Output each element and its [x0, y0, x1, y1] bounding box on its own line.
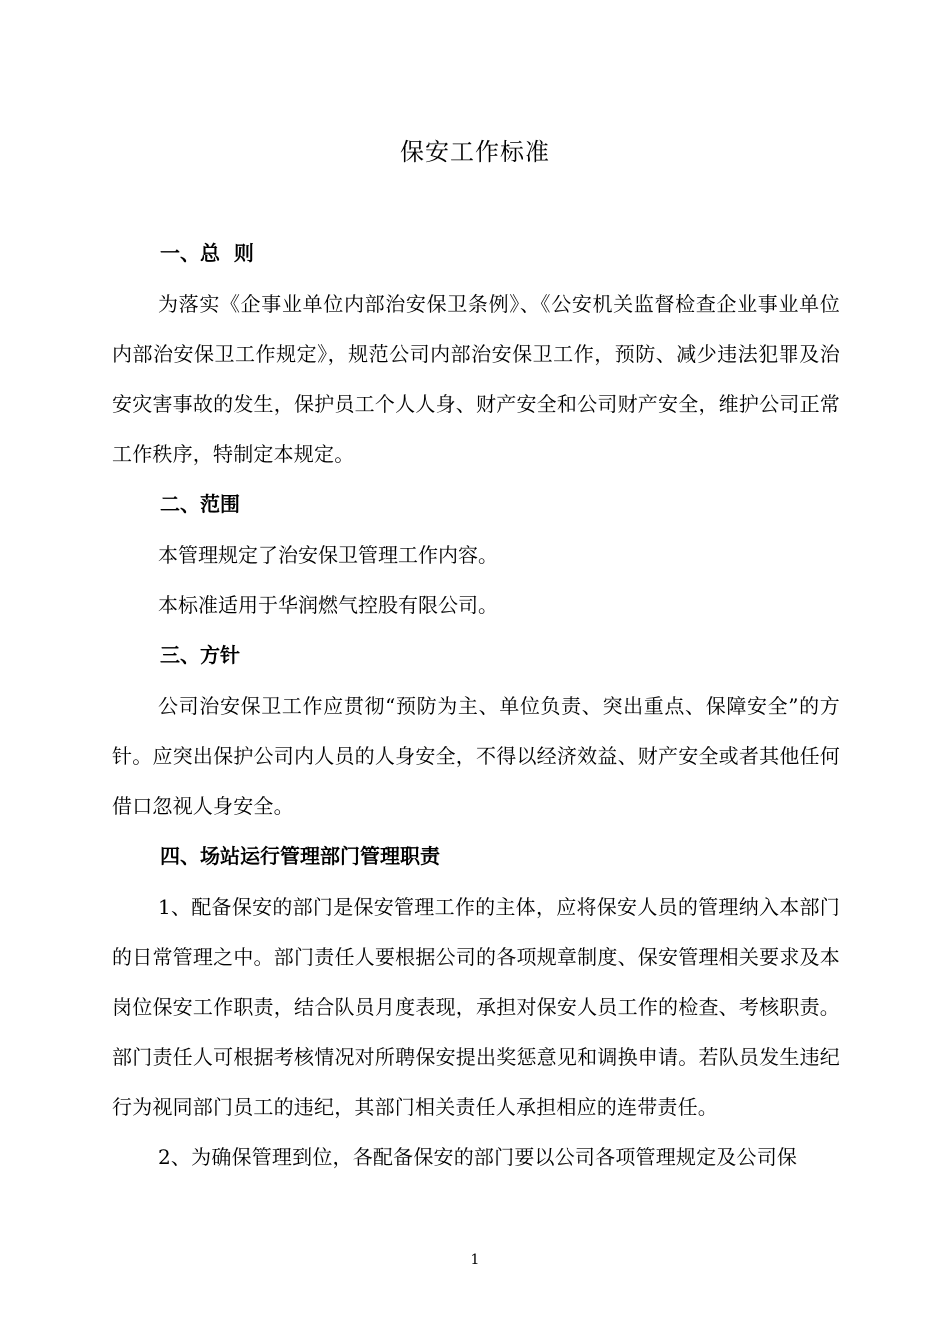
section-heading-duties: 四、场站运行管理部门管理职责	[160, 844, 440, 868]
section-heading-general: 一、总 则	[160, 241, 254, 265]
paragraph-policy: 公司治安保卫工作应贯彻“预防为主、单位负责、突出重点、保障安全”的方针。应突出保护公司内人员的人身安全，不得以经济效益、财产安全或者其他任何借口忽视人身安全。	[112, 694, 840, 818]
section-heading-policy: 三、方针	[160, 643, 240, 667]
section-heading-scope: 二、范围	[160, 492, 240, 516]
document-body	[112, 228, 840, 1182]
page-number: 1	[470, 1252, 480, 1268]
paragraph-general: 为落实《企事业单位内部治安保卫条例》、《公安机关监督检查企业事业单位内部治安保卫工作规定》，规范公司内部治安保卫工作，预防、减少违法犯罪及治安灾害事故的发生，保护员工个人人身、财产安全和公司财产安全，维护公司正常工作秩序，特制定本规定。	[112, 292, 840, 466]
paragraph-duties-item-1: 1、配备保安的部门是保安管理工作的主体，应将保安人员的管理纳入本部门的日常管理之中。部门责任人要根据公司的各项规章制度、保安管理相关要求及本岗位保安工作职责，结合队员月度表现，承担对保安人员工作的检查、考核职责。部门责任人可根据考核情况对所聘保安提出奖惩意见和调换申请。若队员发生违纪行为视同部门员工的违纪，其部门相关责任人承担相应的连带责任。	[112, 895, 840, 1119]
paragraph-duties-item-2: 2、为确保管理到位，各配备保安的部门要以公司各项管理规定及公司保	[158, 1145, 798, 1169]
paragraph-scope-1: 本管理规定了治安保卫管理工作内容。	[158, 543, 498, 567]
document-title: 保安工作标准	[400, 138, 550, 166]
paragraph-scope-2: 本标准适用于华润燃气控股有限公司。	[158, 593, 498, 617]
